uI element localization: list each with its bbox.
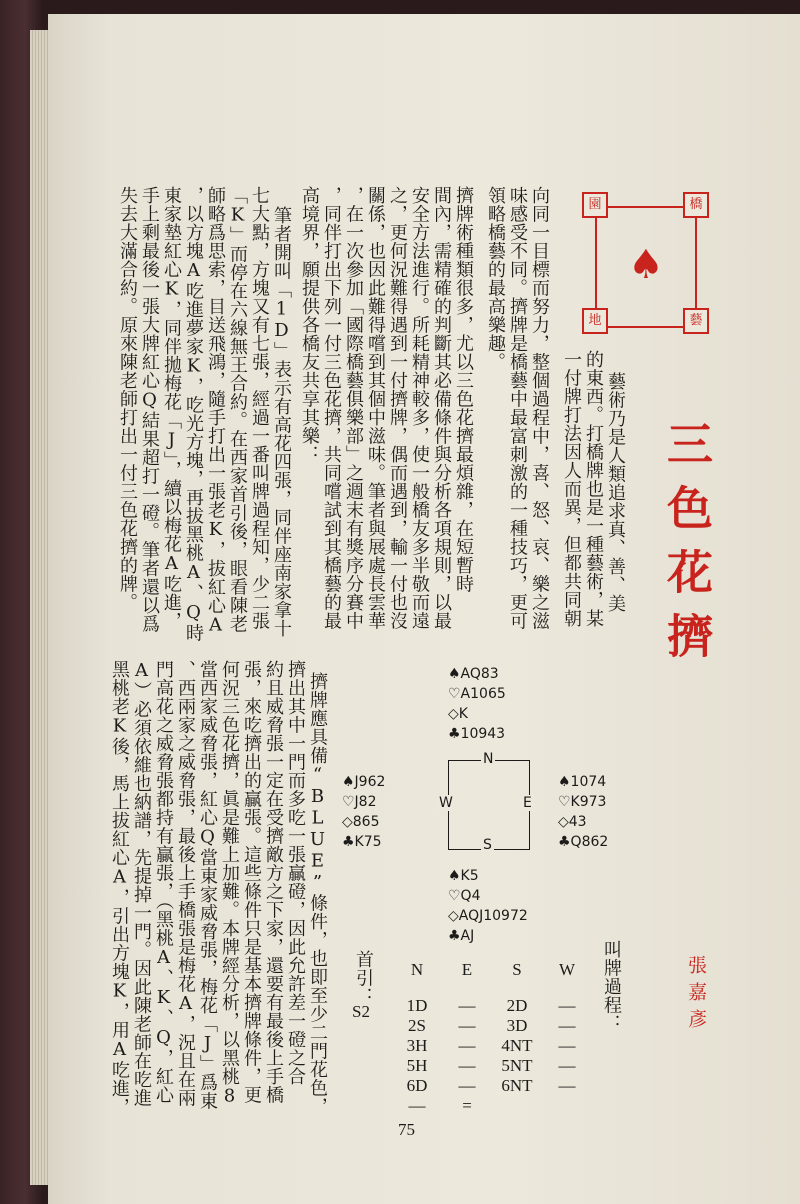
bottom-column-6: 當西家威脅張，紅心Q當東家威脅張，梅花「J」爲東: [197, 660, 218, 1110]
body-column-11: 「K」而停在六線無王合約。在西家首引後，眼看陳老: [227, 186, 248, 633]
bid-cell: —: [558, 1036, 576, 1055]
bid-cell: —: [408, 1096, 426, 1115]
east-hearts: ♡K973: [558, 794, 607, 810]
intro-column-6: 領略橋藝的最高樂趣。: [485, 186, 506, 371]
bottom-column-3: 約且威脅張一定在受擠敵方之下家，還要有最後上手橋: [263, 660, 284, 1104]
bid-cell: 4NT: [501, 1036, 533, 1055]
bottom-column-5: 何況三色花擠，眞是難上加難。本牌經分析，以黑桃8: [219, 660, 240, 1107]
bidding-row: [392, 1056, 592, 1076]
bid-header-w: W: [558, 960, 576, 979]
west-spades: ♠J962: [342, 774, 386, 790]
bottom-column-1: 擠牌應具備“BLUE”條件，也即至少二門花色，: [307, 672, 328, 1116]
south-spades: ♠K5: [448, 868, 479, 884]
bid-cell: —: [458, 1076, 476, 1095]
logo-seal-bottom-right: 藝: [683, 308, 709, 334]
body-column-8: 高境界，願提供各橋友共享其樂：: [299, 186, 320, 464]
intro-column-3: 一付牌打法因人而異，但都共同朝: [561, 350, 582, 628]
body-column-15: 手上剩最後一張大牌紅心Q結果超打一磴。筆者還以爲: [139, 186, 160, 633]
bid-header-e: E: [461, 960, 473, 979]
bid-cell: —: [558, 1056, 576, 1075]
body-column-9: 筆者開叫「1D」表示有高花四張，同伴座南家拿十: [271, 206, 292, 638]
bid-cell: 2D: [506, 996, 528, 1015]
compass-east: E: [523, 795, 532, 811]
spade-icon: ♠: [628, 242, 664, 288]
north-diamonds: ◇K: [448, 706, 468, 722]
west-hearts: ♡J82: [342, 794, 377, 810]
west-diamonds: ◇865: [342, 814, 380, 830]
bidding-row: [392, 1096, 592, 1116]
logo-seal-top-right: 橋: [683, 192, 709, 218]
bidding-table: [392, 960, 592, 1116]
bid-cell: —: [458, 1016, 476, 1035]
logo-seal-bottom-left: 地: [582, 308, 608, 334]
bid-cell: —: [458, 1036, 476, 1055]
bid-cell: —: [458, 996, 476, 1015]
bidding-row: [392, 1016, 592, 1036]
bid-cell: 5NT: [501, 1056, 533, 1075]
body-column-6: ，在一次參加「國際橋藝俱樂部」之週末有獎序分賽中: [343, 186, 364, 630]
bid-cell: —: [558, 996, 576, 1015]
compass-south: S: [483, 837, 492, 853]
bid-cell: —: [558, 1016, 576, 1035]
south-clubs: ♣AJ: [448, 928, 475, 944]
article-title: 三色花擠: [660, 420, 714, 676]
south-hand: [448, 866, 528, 946]
bid-cell: =: [462, 1096, 472, 1115]
bottom-column-10: 黑桃老K後，馬上拔紅心A，引出方塊K，用A吃進，: [109, 660, 130, 1116]
bid-cell: 6NT: [501, 1076, 533, 1095]
north-clubs: ♣10943: [448, 726, 506, 742]
north-hand: [448, 664, 506, 744]
bidding-label: 叫牌過程：: [601, 940, 622, 1033]
bottom-column-9: A）必須依維也納譜，先提掉一門。因此陳老師在吃進: [131, 660, 152, 1107]
page-number: 75: [398, 1120, 415, 1139]
east-diamonds: ◇43: [558, 814, 587, 830]
compass-box: [439, 751, 532, 853]
bidding-row: [392, 1076, 592, 1096]
bid-cell: 5H: [406, 1056, 428, 1075]
body-column-4: 之，更何況難得遇到一付擠牌，偶而遇到，輸一付也沒: [387, 186, 408, 630]
body-column-2: 間內，需精確的判斷其必備條件與分析各項規則，以最: [431, 186, 452, 630]
bid-header-s: S: [512, 960, 522, 979]
body-column-12: 師略爲思索，目送飛鴻，隨手打出一張老K，拔紅心A: [205, 186, 226, 636]
bottom-column-4: 張，來吃擠出的贏張。這些條件只是基本擠牌條件，更: [241, 660, 262, 1104]
bid-cell: [492, 1096, 542, 1116]
bid-cell: —: [458, 1056, 476, 1075]
bid-cell: 6D: [406, 1076, 428, 1095]
bottom-column-2: 擠出其中一門而多吃一張贏磴，因此允許差一磴之合: [285, 660, 306, 1086]
body-column-3: 安全方法進行。所耗精神較多，使一般橋友多半敬而遠: [409, 186, 430, 630]
east-hand: [558, 772, 608, 852]
body-column-14: 東家墊紅心K，同伴拋梅花「J」，續以梅花A吃進，: [161, 186, 182, 630]
compass-west: W: [439, 795, 453, 811]
body-column-10: 七大點，方塊又有七張，經過一番叫牌過程知，少二張: [249, 186, 270, 630]
bid-cell: 2S: [408, 1016, 426, 1035]
north-spades: ♠AQ83: [448, 666, 499, 682]
intro-column-1: 藝術乃是人類追求真、善、美: [605, 372, 626, 613]
bid-cell: 3H: [406, 1036, 428, 1055]
bidding-row: [392, 1036, 592, 1056]
intro-column-5: 味感受不同。擠牌是橋藝中最富刺激的一種技巧，更可: [507, 186, 528, 630]
bidding-header: [392, 960, 592, 980]
body-column-1: 擠牌術種類很多，尤以三色花擠最煩雜，在短暫時: [453, 186, 474, 593]
body-column-13: ，以方塊A吃進夢家K，吃光方塊，再拔黑桃A、Q時: [183, 186, 204, 642]
east-clubs: ♣Q862: [558, 834, 609, 850]
compass-north: N: [483, 751, 494, 767]
page-stack-edge: [30, 30, 50, 1185]
bottom-column-7: 、西兩家之威脅張，最後上手橋張是梅花A，況且在兩: [175, 660, 196, 1107]
body-column-16: 失去大滿合約。原來陳老師打出一付三色花擠的牌。: [117, 186, 138, 612]
opening-lead-label: 首引：: [353, 950, 374, 1006]
intro-column-4: 向同一目標而努力，整個過程中，喜、怒、哀、樂之滋: [529, 186, 550, 630]
bid-header-n: N: [410, 960, 424, 979]
bid-cell: 1D: [406, 996, 428, 1015]
west-hand: [342, 772, 385, 852]
bottom-column-8: 門高花之威脅張都持有贏張，（黑桃A、K、Q，紅心: [153, 660, 174, 1104]
south-hearts: ♡Q4: [448, 888, 481, 904]
bidding-row: [392, 996, 592, 1016]
north-hearts: ♡A1065: [448, 686, 506, 702]
bridge-logo: [580, 192, 708, 342]
bid-cell: —: [558, 1076, 576, 1095]
east-spades: ♠1074: [558, 774, 607, 790]
bid-cell: [542, 1096, 592, 1116]
article-author: 張嘉彥: [685, 955, 707, 1036]
south-diamonds: ◇AQJ10972: [448, 908, 528, 924]
body-column-7: ，同伴打出下列一付三色花擠，共同嚐試到其橋藝的最: [321, 186, 342, 630]
body-column-5: 關係，也因此難得嚐到其個中滋味。筆者與展處長雲華: [365, 186, 386, 630]
bid-cell: 3D: [506, 1016, 528, 1035]
intro-column-2: 的東西。打橋牌也是一種藝術，某: [583, 350, 604, 628]
west-clubs: ♣K75: [342, 834, 382, 850]
logo-seal-top-left: 園: [582, 192, 608, 218]
opening-lead: S2: [352, 1002, 370, 1021]
